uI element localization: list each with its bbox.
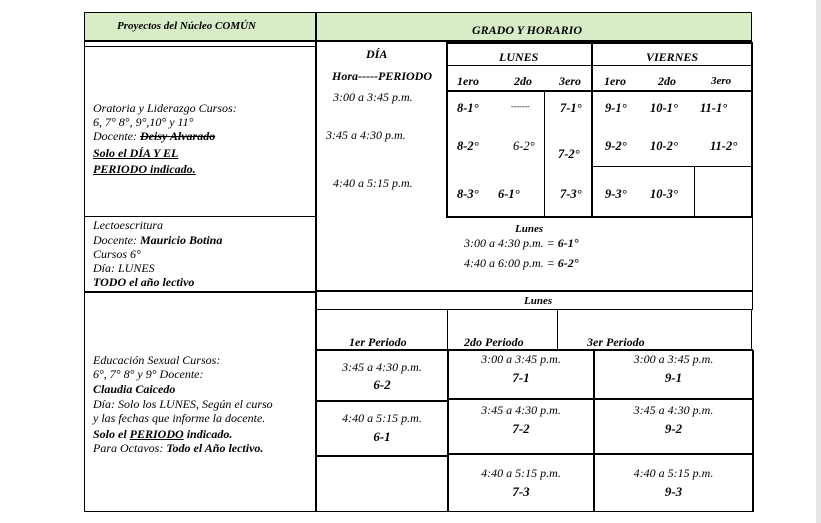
- grid-bottom: [447, 216, 753, 218]
- lecto-cursos: Cursos 6°: [93, 247, 141, 261]
- sexual-line-2: 6°, 7° 8° y 9° Docente:: [93, 367, 204, 381]
- left-row-divider-2: [84, 291, 316, 293]
- oratoria-docente: [93, 129, 215, 143]
- sexual-header-right: [751, 310, 752, 350]
- oratoria-line-2: 6, 7° 8°, 9°,10° y 11°: [93, 115, 194, 129]
- hora-periodo-label: Hora-----PERIODO: [332, 69, 432, 83]
- right-border-middle: [752, 217, 753, 310]
- cell-r1-lunes-3: 7-1°: [560, 101, 582, 115]
- c3-time-3: 4:40 a 5:15 p.m.: [633, 466, 714, 480]
- bottom-border-right: [316, 511, 753, 512]
- day-lunes: LUNES: [499, 50, 539, 64]
- c3-grade-3: 9-3: [664, 484, 683, 499]
- left-small-divider: [84, 46, 316, 47]
- cell-r2-viernes-3: 11-2°: [710, 139, 738, 153]
- bottom-col23-row-2: [448, 453, 753, 455]
- period-lunes-3: 3ero: [559, 74, 581, 88]
- period-lunes-2: 2do: [514, 74, 532, 88]
- grid-row-days: [447, 65, 753, 66]
- time-2: 3:45 a 4:30 p.m.: [326, 128, 406, 142]
- sexual-line-7: [93, 441, 263, 455]
- c2-grade-2: 7-2: [512, 421, 530, 436]
- oratoria-line-1: Oratoria y Liderazgo Cursos:: [93, 101, 237, 115]
- left-row-divider-1: [84, 216, 316, 217]
- lecto-docente-label: Docente:: [93, 233, 140, 247]
- grid-row-periods: [447, 90, 753, 92]
- cell-r3-lunes-2: 6-1°: [498, 187, 520, 201]
- grid-viernes-row: [592, 166, 752, 167]
- lecto-right-row-1: [464, 236, 579, 250]
- sexual-line-5: y las fechas que informe la docente.: [93, 411, 266, 425]
- sexual-header-split-2: [557, 310, 558, 350]
- lecto-r2-time: 4:40 a 6:00 p.m. =: [464, 256, 558, 270]
- top-border: [84, 12, 752, 13]
- lecto-r1-grade: 6-1°: [557, 236, 579, 250]
- sexual-l7a: Para Octavos:: [93, 441, 167, 455]
- oratoria-note-2: PERIODO indicado.: [93, 162, 196, 176]
- grid-viernes-split: [694, 166, 695, 217]
- sexual-lunes-divider: [316, 309, 753, 310]
- sexual-l6b: PERIODO: [129, 427, 184, 441]
- c2-time-1: 3:00 a 3:45 p.m.: [481, 352, 561, 366]
- cell-r2-lunes-2: 6-2°: [513, 139, 535, 153]
- lecto-docente-name: Mauricio Botina: [139, 233, 223, 247]
- period-viernes-2: 2do: [658, 74, 676, 88]
- oratoria-docente-label: Docente:: [93, 129, 140, 143]
- grid-mid: [591, 42, 593, 218]
- dia-label: DÍA: [366, 47, 388, 61]
- sexual-l6a: Solo el: [93, 427, 130, 441]
- lecto-right-bottom: [316, 290, 753, 292]
- lecto-docente: [93, 233, 222, 247]
- sexual-header-split-1: [447, 310, 448, 350]
- period-viernes-1: 1ero: [604, 74, 626, 88]
- period-lunes-1: 1ero: [457, 74, 479, 88]
- lecto-right-row-2: [464, 256, 579, 270]
- cell-r3-viernes-1: 9-3°: [605, 187, 627, 201]
- cell-r2-lunes-3: 7-2°: [558, 147, 580, 161]
- cell-r1-viernes-1: 9-1°: [605, 101, 627, 115]
- cell-r1-viernes-2: 10-1°: [650, 101, 678, 115]
- grid-right: [751, 42, 753, 218]
- c3-grade-1: 9-1: [664, 370, 683, 385]
- cell-r1-lunes-2: -------: [511, 102, 530, 111]
- c1-time-2: 4:40 a 5:15 p.m.: [342, 411, 422, 425]
- left-border: [84, 12, 85, 512]
- bottom-col1-row-2: [316, 455, 448, 457]
- c2-grade-1: 7-1: [512, 370, 530, 385]
- day-viernes: VIERNES: [646, 50, 699, 64]
- cell-r2-viernes-1: 9-2°: [605, 139, 627, 153]
- c1-time-1: 3:45 a 4:30 p.m.: [342, 360, 422, 374]
- lecto-title: Lectoescritura: [93, 218, 163, 232]
- period-viernes-3: 3ero: [711, 75, 732, 87]
- bottom-col23-row-1: [448, 398, 753, 400]
- sexual-l7b: Todo el Año lectivo.: [166, 441, 264, 455]
- lecto-r2-grade: 6-2°: [557, 256, 579, 270]
- bottom-col1-row-1: [316, 400, 448, 402]
- oratoria-note-1: Solo el DÍA Y EL: [93, 146, 179, 160]
- oratoria-docente-name: Deisy Alvarado: [139, 129, 216, 143]
- time-1: 3:00 a 3:45 p.m.: [333, 90, 413, 104]
- scrollbar-edge[interactable]: [816, 0, 821, 523]
- header-right-title: GRADO Y HORARIO: [472, 23, 583, 37]
- c2-time-2: 3:45 a 4:30 p.m.: [481, 403, 561, 417]
- c2-grade-3: 7-3: [512, 484, 530, 499]
- bottom-border-left: [84, 511, 316, 512]
- right-border-header: [751, 12, 752, 42]
- sexual-l6c: indicado.: [183, 427, 233, 441]
- time-3: 4:40 a 5:15 p.m.: [333, 176, 413, 190]
- c2-time-3: 4:40 a 5:15 p.m.: [481, 466, 561, 480]
- c1-grade-2: 6-1: [373, 429, 391, 444]
- lecto-todo: TODO el año lectivo: [93, 275, 195, 289]
- c3-grade-2: 9-2: [664, 421, 683, 436]
- sexual-right-title: Lunes: [524, 295, 553, 307]
- sexual-line-4: Día: Solo los LUNES, Según el curso: [93, 397, 273, 411]
- grid-top: [447, 42, 753, 44]
- sexual-period-1: 1er Periodo: [349, 335, 407, 349]
- bottom-right-border: [752, 350, 754, 512]
- cell-r3-lunes-1: 8-3°: [457, 187, 479, 201]
- sexual-period-2: 2do Periodo: [464, 335, 524, 349]
- c3-time-1: 3:00 a 3:45 p.m.: [633, 352, 714, 366]
- grid-lunes-split: [544, 91, 545, 217]
- sexual-period-3: 3er Periodo: [587, 335, 645, 349]
- header-left-title: Proyectos del Núcleo COMÚN: [117, 20, 257, 32]
- lecto-dia: Día: LUNES: [93, 261, 155, 275]
- lecto-right-title: Lunes: [515, 223, 544, 235]
- cell-r3-viernes-2: 10-3°: [650, 187, 678, 201]
- c1-grade-1: 6-2: [373, 377, 391, 392]
- cell-r2-viernes-2: 10-2°: [650, 139, 678, 153]
- sexual-line-1: Educación Sexual Cursos:: [93, 353, 221, 367]
- lecto-r1-time: 3:00 a 4:30 p.m. =: [464, 236, 558, 250]
- c3-time-2: 3:45 a 4:30 p.m.: [633, 403, 714, 417]
- sexual-header-bottom: [316, 349, 753, 351]
- cell-r1-lunes-1: 8-1°: [457, 101, 479, 115]
- sexual-line-6: [93, 427, 232, 441]
- cell-r1-viernes-3: 11-1°: [700, 101, 728, 115]
- cell-r3-lunes-3: 7-3°: [560, 187, 582, 201]
- grid-left: [446, 42, 448, 218]
- cell-r2-lunes-1: 8-2°: [457, 139, 479, 153]
- sexual-docente-name: Claudia Caicedo: [93, 382, 176, 396]
